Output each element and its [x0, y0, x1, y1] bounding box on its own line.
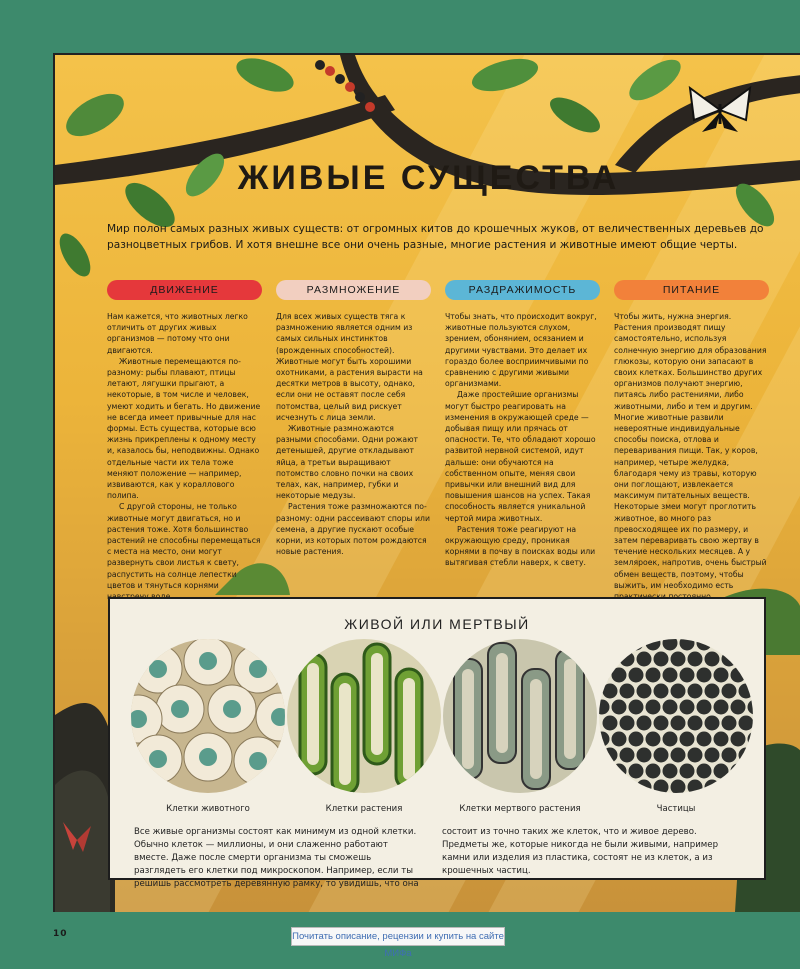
column-nutrition: [614, 280, 769, 602]
paragraph: Чтобы жить, нужна энергия. Растения производят пищу самостоятельно, используя солнечную энергию для образования глюкозы, которую они запасают в своих клетках. Большинство других организмов получают энергию, питаясь либо растениями, либо животными, либо и тем и другим. Многие животные развили невероятные индивидуальные способы поиска, отлова и переваривания пищи. Так, у коров, например, четыре желудка, благодаря чему из травы, которую они поглощают, извлекается максимум питательных веществ. Некоторые змеи могут проглотить животное, во много раз превосходящее их по размеру, и затем переваривать свою жертву в течение нескольких месяцев. А у земляроек, напротив, очень быстрый обмен веществ, поэтому, чтобы выжить, им необходимо есть: [614, 312, 767, 590]
particle: [680, 636, 695, 651]
particle: [739, 780, 754, 795]
particle: [603, 716, 618, 731]
column-body: [276, 311, 431, 557]
particle: [731, 764, 746, 779]
particle: [680, 668, 695, 683]
particle: [612, 764, 627, 779]
particle: [595, 732, 610, 747]
particle: [731, 636, 746, 651]
plant-cells-icon: [286, 639, 442, 795]
particle: [654, 684, 669, 699]
particle: [697, 732, 712, 747]
cell-illustrations: [110, 599, 764, 799]
column-header: ДВИЖЕНИЕ: [107, 280, 262, 300]
particle: [654, 780, 669, 795]
particle: [714, 668, 729, 683]
leaf: [59, 85, 130, 145]
page-number: 10: [53, 929, 68, 939]
particle: [603, 684, 618, 699]
caption-dead-plant-cells: Клетки мертвого растения: [459, 804, 581, 814]
paragraph: Животные размножаются разными способами. Одни рожают детенышей, другие откладывают яйца, а третьи выращивают потомство словно почки на своих телах, как, например, губки и некоторые медузы.: [276, 424, 419, 501]
particle: [688, 748, 703, 763]
particle: [705, 748, 720, 763]
column-header: ПИТАНИЕ: [614, 280, 769, 300]
particle: [688, 684, 703, 699]
column-irritability: [445, 280, 600, 569]
particles-icon: [595, 636, 765, 796]
particle: [663, 668, 678, 683]
intro-text: Мир полон самых разных живых существ: от огромных китов до крошечных жуков, от величественных деревьев до разноцветных грибов. И хотя внешне все они очень разные, многие растения и животные имеют общие черты.: [107, 223, 764, 251]
particle: [722, 684, 737, 699]
animal-cells-icon: [114, 637, 304, 795]
panel-title: ЖИВОЙ ИЛИ МЕРТВЫЙ: [344, 616, 530, 632]
paragraph: Растения тоже размножаются по-разному: одни рассеивают споры или семена, а другие пускают особые корни, из которых потом рождаются новые растения.: [276, 502, 430, 557]
particle: [722, 652, 737, 667]
particle: [697, 764, 712, 779]
particle: [671, 684, 686, 699]
particle: [663, 764, 678, 779]
particle: [620, 652, 635, 667]
particle: [646, 668, 661, 683]
particle: [714, 764, 729, 779]
particle: [739, 684, 754, 699]
particle: [620, 748, 635, 763]
particle: [595, 764, 610, 779]
particle: [680, 732, 695, 747]
particle: [646, 764, 661, 779]
footer-link[interactable]: Почитать описание, рецензии и купить на сайте МИФа: [291, 927, 505, 946]
particle: [697, 636, 712, 651]
particle: [629, 732, 644, 747]
particle: [620, 684, 635, 699]
particle: [756, 748, 765, 763]
particle: [671, 716, 686, 731]
column-body: [107, 311, 262, 602]
particle: [612, 636, 627, 651]
particle: [731, 732, 746, 747]
particle: [714, 700, 729, 715]
particle: [739, 652, 754, 667]
column-header: РАЗДРАЖИМОСТЬ: [445, 280, 600, 300]
particle: [697, 668, 712, 683]
particle: [731, 700, 746, 715]
particle: [705, 716, 720, 731]
particle: [663, 700, 678, 715]
particle: [739, 748, 754, 763]
particle: [603, 780, 618, 795]
particle: [688, 716, 703, 731]
panel-text-right: состоит из точно таких же клеток, что и живое дерево. Предметы же, которые никогда не были живыми, например камни или изделия из пластика, состоят не из клеток, а из крошечных частиц.: [442, 827, 719, 876]
column-body: [445, 311, 600, 569]
paragraph: Для всех живых существ тяга к размножению является одним из самых сильных инстинктов (врожденных способностей). Животные могут быть хорошими охотниками, а растения вырасти на десятки метров в высоту, однако, если они не оставят после себя потомства, целый вид рискует исчезнуть с лица земли.: [276, 312, 423, 422]
page-title: ЖИВЫЕ СУЩЕСТВА: [237, 159, 620, 197]
caption-animal-cells: Клетки животного: [166, 804, 250, 814]
particle: [680, 764, 695, 779]
particle: [671, 748, 686, 763]
particle: [705, 780, 720, 795]
particle: [663, 732, 678, 747]
particle: [654, 748, 669, 763]
caption-particles: Частицы: [656, 804, 696, 814]
particle: [756, 716, 765, 731]
particle: [748, 636, 763, 651]
paragraph: Даже простейшие организмы могут быстро реагировать на изменения в окружающей среде — добывая пищу или прячась от опасности. Те, что обладают хорошо развитой нервной системой, идут дальше: они обучаются на собственном опыте, меняя свои привычки или внешний вид для повышения шансов на успех. Такая способность является уникальной чертой мира животных.: [445, 390, 596, 523]
particle: [620, 716, 635, 731]
column-movement: [107, 280, 262, 602]
particle: [748, 764, 763, 779]
particle: [595, 636, 610, 651]
particle: [688, 780, 703, 795]
paragraph: Нам кажется, что животных легко отличить от других живых организмов — потому что они двигаются.: [107, 312, 248, 355]
particle: [620, 780, 635, 795]
particle: [671, 780, 686, 795]
particle: [646, 732, 661, 747]
dead-plant-cells-icon: [442, 639, 598, 795]
column-reproduction: [276, 280, 431, 557]
paragraph: С другой стороны, не только животные могут двигаться, но и растения тоже. Хотя большинство растений не способны перемещаться с места на место, они могут развернуть свои листья к свету, распустить на солнце лепестки цветов и тянуться корнями: [107, 502, 261, 590]
paragraph: Растения тоже реагируют на окружающую среду, проникая корнями в почву в поисках воды или вытягивая стебли наверх, к свету.: [445, 524, 596, 568]
particle: [705, 684, 720, 699]
particle: [756, 684, 765, 699]
particle: [714, 636, 729, 651]
particle: [612, 668, 627, 683]
particle: [629, 668, 644, 683]
particle: [722, 748, 737, 763]
particle: [722, 716, 737, 731]
particle: [722, 780, 737, 795]
particle: [637, 748, 652, 763]
particle: [595, 668, 610, 683]
column-body: [614, 311, 769, 602]
particle: [748, 732, 763, 747]
particle: [663, 636, 678, 651]
particle: [637, 780, 652, 795]
particle: [612, 700, 627, 715]
particle: [731, 668, 746, 683]
paragraph: Чтобы знать, что происходит вокруг, животные пользуются слухом, зрением, обонянием, осязанием и другими чувствами. Это делает их гораздо более восприимчивыми по сравнению с другими живыми организмами.: [445, 312, 597, 389]
particle: [654, 716, 669, 731]
particle: [688, 652, 703, 667]
particle: [748, 700, 763, 715]
particle: [671, 652, 686, 667]
particle: [756, 652, 765, 667]
particle: [714, 732, 729, 747]
particle: [603, 652, 618, 667]
particle: [629, 636, 644, 651]
column-header: РАЗМНОЖЕНИЕ: [276, 280, 431, 300]
particle: [756, 780, 765, 795]
particle: [637, 652, 652, 667]
particle: [680, 700, 695, 715]
living-or-dead-panel: [108, 597, 766, 889]
particle: [629, 700, 644, 715]
particle: [748, 668, 763, 683]
particle: [637, 716, 652, 731]
particle: [629, 764, 644, 779]
particle: [646, 700, 661, 715]
paragraph: Животные перемещаются по-разному: рыбы плавают, птицы летают, лягушки прыгают, а некоторые, в том числе и человек, умеют ходить и бегать. Но движение не всегда имеет привычные для нас формы. Есть существа, которые всю жизнь прикреплены к одному месту и, казалось бы, неподвижны. Однако отдельные части их тела тоже меняют положение — например, извиваются, как у кораллового полипа.: [107, 356, 261, 501]
particle: [697, 700, 712, 715]
particle: [654, 652, 669, 667]
particle: [603, 748, 618, 763]
particle: [612, 732, 627, 747]
particle: [705, 652, 720, 667]
particle: [739, 716, 754, 731]
particle: [637, 684, 652, 699]
panel-text-left: Все живые организмы состоят как минимум из одной клетки. Обычно клеток — миллионы, и они слаженно работают вместе. Даже после смерти организма ты сможешь разглядеть его клетки под микроскопом. Например, если ты решишь рассмотреть деревянную рамку, то увидишь, что она: [134, 827, 419, 889]
particle: [646, 636, 661, 651]
caption-plant-cells: Клетки растения: [325, 804, 403, 814]
